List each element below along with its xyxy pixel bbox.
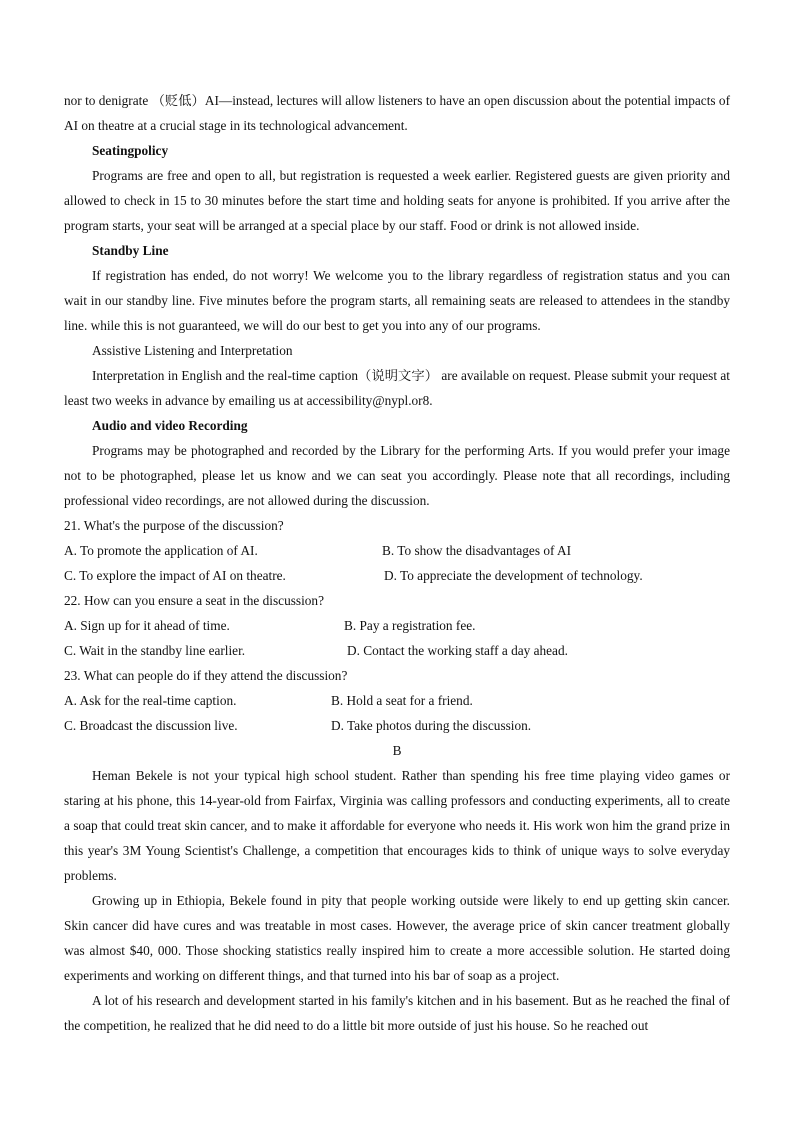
option-22a[interactable]: A. Sign up for it ahead of time.	[64, 618, 230, 633]
recording-heading: Audio and video Recording	[92, 418, 248, 433]
passage-b-label: B	[392, 743, 402, 758]
option-23b[interactable]: B. Hold a seat for a friend.	[331, 693, 473, 708]
seating-policy-text: Programs are free and open to all, but registration is requested a week earlier. Registered guests are given priority and allowed to check in 15 to 30 minutes before the start time and holding seats for anyone is prohibited. If you arrive after the program starts, your seat will be arranged at a special place by our staff. Food or drink is not allowed inside.	[64, 168, 730, 233]
option-21c[interactable]: C. To explore the impact of AI on theatre.	[64, 568, 286, 583]
option-23c[interactable]: C. Broadcast the discussion live.	[64, 718, 238, 733]
standby-line-heading: Standby Line	[92, 243, 169, 258]
option-22c[interactable]: C. Wait in the standby line earlier.	[64, 643, 246, 658]
assistive-listening-text: Interpretation in English and the real-time caption（说明文字） are available on request. Please submit your request at least two weeks in advance by emailing us at accessibility@nypl.or8.	[64, 368, 730, 408]
assistive-listening-heading: Assistive Listening and Interpretation	[92, 343, 293, 358]
question-23-options-row-2	[64, 713, 730, 738]
question-21-stem: 21. What's the purpose of the discussion?	[64, 518, 284, 533]
option-23d[interactable]: D. Take photos during the discussion.	[331, 718, 532, 733]
question-23-stem: 23. What can people do if they attend the discussion?	[64, 668, 348, 683]
passage-b-paragraph-3: A lot of his research and development started in his family's kitchen and in his basement. But as he reached the final of the competition, he realized that he did need to do a little bit more outside of just his house. So he reached out	[64, 993, 730, 1033]
question-21-options-row-2	[64, 563, 730, 588]
option-21a[interactable]: A. To promote the application of AI.	[64, 543, 258, 558]
option-22d[interactable]: D. Contact the working staff a day ahead.	[347, 643, 568, 658]
intro-continuation: nor to denigrate （贬低）AI—instead, lectures will allow listeners to have an open discussion about the potential impacts of AI on theatre at a crucial stage in its technological advancement.	[64, 93, 730, 133]
question-22-options-row-2	[64, 638, 730, 663]
question-22-options-row-1	[64, 613, 730, 638]
option-23a[interactable]: A. Ask for the real-time caption.	[64, 693, 237, 708]
passage-b-paragraph-2: Growing up in Ethiopia, Bekele found in pity that people working outside were likely to end up getting skin cancer. Skin cancer did have cures and was treatable in most cases. However, the average price of skin cancer treatment globally was almost $40, 000. Those shocking statistics really inspired him to create a more accessible solution. He started doing experiments and working on different things, and that turned into his bar of soap as a project.	[64, 893, 730, 983]
question-22-stem: 22. How can you ensure a seat in the discussion?	[64, 593, 324, 608]
question-23-options-row-1	[64, 688, 730, 713]
standby-line-text: If registration has ended, do not worry! We welcome you to the library regardless of registration status and you can wait in our standby line. Five minutes before the program starts, all remaining seats are released to attendees in the standby line. while this is not guaranteed, we will do our best to get you into any of our programs.	[64, 268, 730, 333]
recording-text: Programs may be photographed and recorded by the Library for the performing Arts. If you would prefer your image not to be photographed, please let us know and we can seat you accordingly. Please note that all recordings, including professional video recordings, are not allowed during the discussion.	[64, 443, 730, 508]
seating-policy-heading: Seatingpolicy	[92, 143, 169, 158]
question-21-options-row-1	[64, 538, 730, 563]
option-22b[interactable]: B. Pay a registration fee.	[344, 618, 476, 633]
option-21d[interactable]: D. To appreciate the development of technology.	[384, 568, 643, 583]
option-21b[interactable]: B. To show the disadvantages of AI	[382, 543, 572, 558]
document-body	[64, 88, 730, 1038]
passage-b-paragraph-1: Heman Bekele is not your typical high school student. Rather than spending his free time playing video games or staring at his phone, this 14-year-old from Fairfax, Virginia was calling professors and conducting experiments, all to create a soap that could treat skin cancer, and to make it affordable for everyone who needs it. His work won him the grand prize in this year's 3M Young Scientist's Challenge, a competition that encourages kids to think of unique ways to solve everyday problems.	[64, 768, 730, 883]
